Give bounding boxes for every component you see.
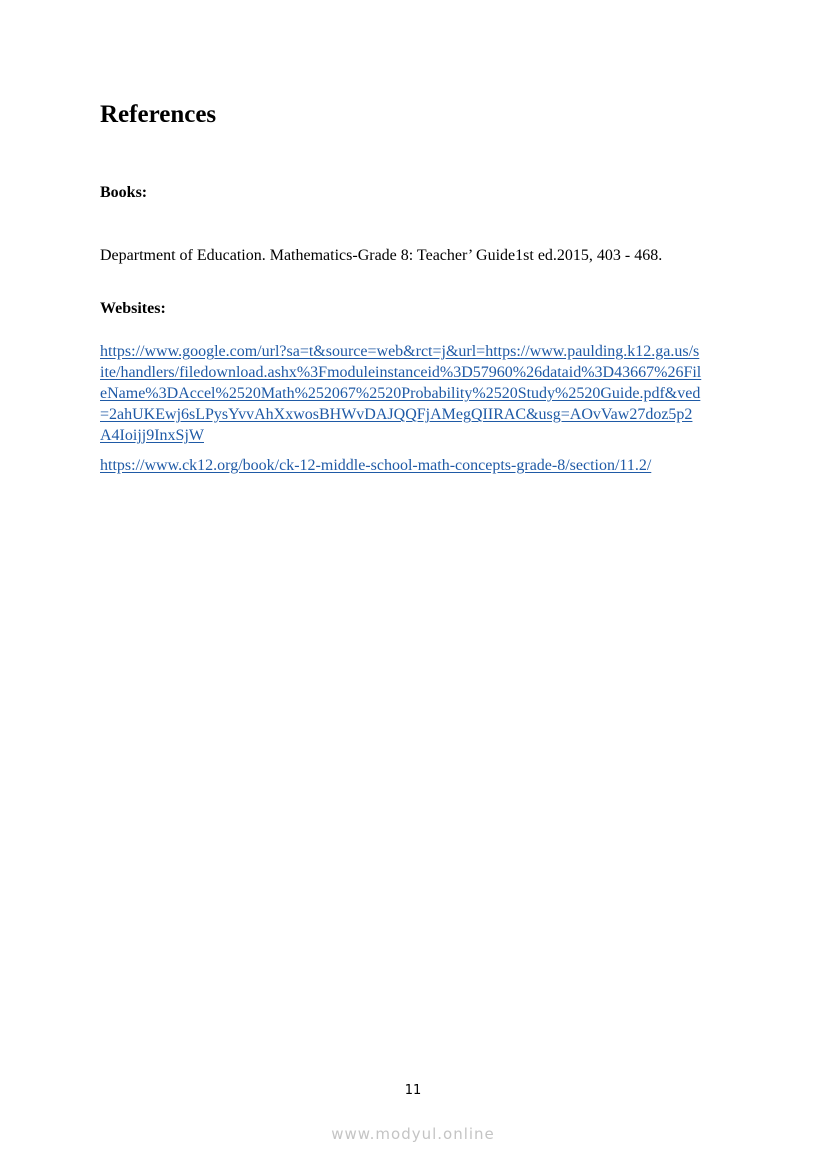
link-line[interactable]: eName%3DAccel%2520Math%252067%2520Probability%2520Study%2520Guide.pdf&ved [100,385,701,402]
book-reference: Department of Education. Mathematics-Grade 8: Teacher’ Guide1st ed.2015, 403 - 468. [100,247,663,264]
link-line[interactable]: A4Ioijj9InxSjW [100,427,204,444]
books-heading: Books: [100,184,148,201]
website-link-ck12[interactable] [100,455,651,476]
page-number: 11 [404,1083,422,1098]
link-line[interactable]: https://www.google.com/url?sa=t&source=web&rct=j&url=https://www.paulding.k12.ga.us/s [100,343,700,360]
link-line[interactable]: https://www.ck12.org/book/ck-12-middle-school-math-concepts-grade-8/section/11.2/ [100,457,652,474]
page-title: References [100,101,217,128]
website-link-google[interactable] [100,341,701,446]
link-line[interactable]: ite/handlers/filedownload.ashx%3Fmoduleinstanceid%3D57960%26dataid%3D43667%26Fil [100,364,702,381]
websites-heading: Websites: [100,300,166,317]
watermark: www.modyul.online [331,1125,495,1143]
link-line[interactable]: =2ahUKEwj6sLPysYvvAhXxwosBHWvDAJQQFjAMegQIIRAC&usg=AOvVaw27doz5p2 [100,406,693,423]
